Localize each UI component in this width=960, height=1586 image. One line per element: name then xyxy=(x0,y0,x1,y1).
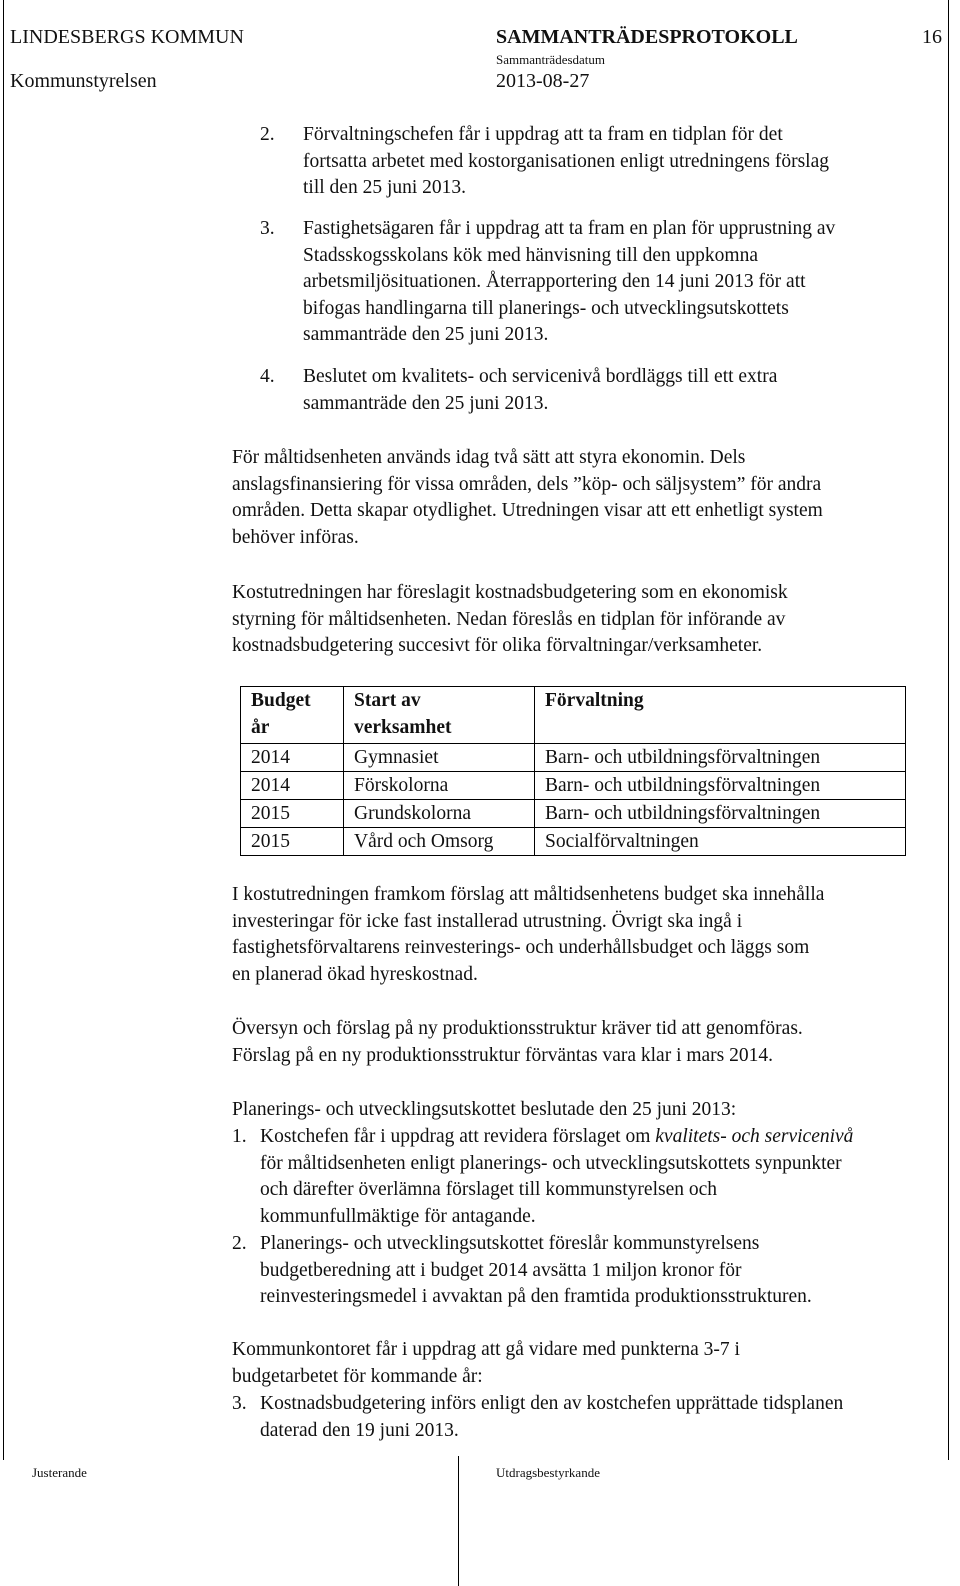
paragraph-production-structure: Översyn och förslag på ny produktionsstruktur kräver tid att genomföras. Förslag på en ny produktionsstruktur förväntas vara klar i mars 2014. xyxy=(232,1018,803,1066)
paragraph-cost-budgeting: Kostutredningen har föreslagit kostnadsbudgetering som en ekonomisk styrning för måltidsenheten. Nedan föreslås en tidplan för införande av kostnadsbudgetering succesivt för olika förvaltningar/verksamheter. xyxy=(232,582,788,656)
cell-year: 2015 xyxy=(241,828,344,856)
cell-unit: Grundskolorna xyxy=(344,800,535,828)
table-row xyxy=(241,800,906,828)
paragraph-investments: I kostutredningen framkom förslag att måltidsenhetens budget ska innehålla investeringar för icke fast installerad utrustning. Övrigt ska ingå i fastighetsförvaltarens reinvesterings- och underhållsbudget och läggs som en planerad ökad hyreskostnad. xyxy=(232,884,825,985)
list-item: 2. Förvaltningschefen får i uppdrag att ta fram en tidplan för det fortsatta arbetet med kostorganisationen enligt utredningens förslag till den 25 juni 2013. xyxy=(260,124,829,198)
cell-unit: Gymnasiet xyxy=(344,744,535,772)
footer-adjuster-label: Justerande xyxy=(32,1465,87,1480)
document-type: SAMMANTRÄDESPROTOKOLL xyxy=(496,26,798,48)
cell-year: 2014 xyxy=(241,772,344,800)
table-row xyxy=(241,772,906,800)
header-budget-year: Budget år xyxy=(241,687,344,744)
cell-administration: Socialförvaltningen xyxy=(535,828,906,856)
page-left-rule xyxy=(3,0,4,1460)
table-row xyxy=(241,744,906,772)
table-header-row xyxy=(241,687,906,744)
list-item: 1. Kostchefen får i uppdrag att revidera förslaget om kvalitets- och servicenivå för måltidsenheten enligt planerings- och utvecklingsutskottets synpunkter och därefter överlämna förslaget till kommunstyrelsen och kommunfullmäktige för antagande. xyxy=(232,1126,854,1227)
list-item: 4. Beslutet om kvalitets- och servicenivå bordläggs till ett extra sammanträde den 25 juni 2013. xyxy=(260,366,778,414)
cell-unit: Vård och Omsorg xyxy=(344,828,535,856)
signature-divider xyxy=(458,1456,459,1586)
org-name: LINDESBERGS KOMMUN xyxy=(10,26,244,48)
list-item: 3. Kostnadsbudgetering införs enligt den av kostchefen upprättade tidsplanen daterad den 19 juni 2013. xyxy=(232,1393,844,1441)
paragraph-committee-decision: Planerings- och utvecklingsutskottet beslutade den 25 juni 2013: xyxy=(232,1099,737,1120)
paragraph-municipal-office: Kommunkontoret får i uppdrag att gå vidare med punkterna 3-7 i budgetarbetet för kommande år: xyxy=(232,1339,740,1387)
list-item: 3. Fastighetsägaren får i uppdrag att ta fram en plan för upprustning av Stadsskogsskolans kök med hänvisning till den uppkomna arbetsmiljösituationen. Återrapportering den 14 juni 2013 för att bifogas handlingarna till planerings- och utvecklingsutskottets sammanträde den 25 juni 2013. xyxy=(260,218,836,345)
cell-administration: Barn- och utbildningsförvaltningen xyxy=(535,744,906,772)
list-item: 2. Planerings- och utvecklingsutskottet föreslår kommunstyrelsens budgetberedning att i budget 2014 avsätta 1 miljon kronor för reinvesteringsmedel i avvaktan på den framtida produktionsstrukturen. xyxy=(232,1233,812,1307)
committee-name: Kommunstyrelsen xyxy=(10,70,157,92)
paragraph-accounting: För måltidsenheten används idag två sätt att styra ekonomin. Dels anslagsfinansiering för vissa områden, dels ”köp- och säljsystem” för andra områden. Detta skapar otydlighet. Utredningen visar att ett enhetligt system behöver införas. xyxy=(232,447,823,548)
date-label: Sammanträdesdatum xyxy=(496,52,606,67)
timeline-table xyxy=(240,686,906,856)
meeting-date: 2013-08-27 xyxy=(496,70,590,92)
page-number: 16 xyxy=(922,26,942,48)
cell-year: 2015 xyxy=(241,800,344,828)
header-administration: Förvaltning xyxy=(535,687,906,744)
cell-unit: Förskolorna xyxy=(344,772,535,800)
footer-certification-label: Utdragsbestyrkande xyxy=(496,1465,600,1480)
page-right-rule xyxy=(948,0,949,1460)
cell-administration: Barn- och utbildningsförvaltningen xyxy=(535,800,906,828)
cell-administration: Barn- och utbildningsförvaltningen xyxy=(535,772,906,800)
header-start: Start av verksamhet xyxy=(344,687,535,744)
cell-year: 2014 xyxy=(241,744,344,772)
table-row xyxy=(241,828,906,856)
